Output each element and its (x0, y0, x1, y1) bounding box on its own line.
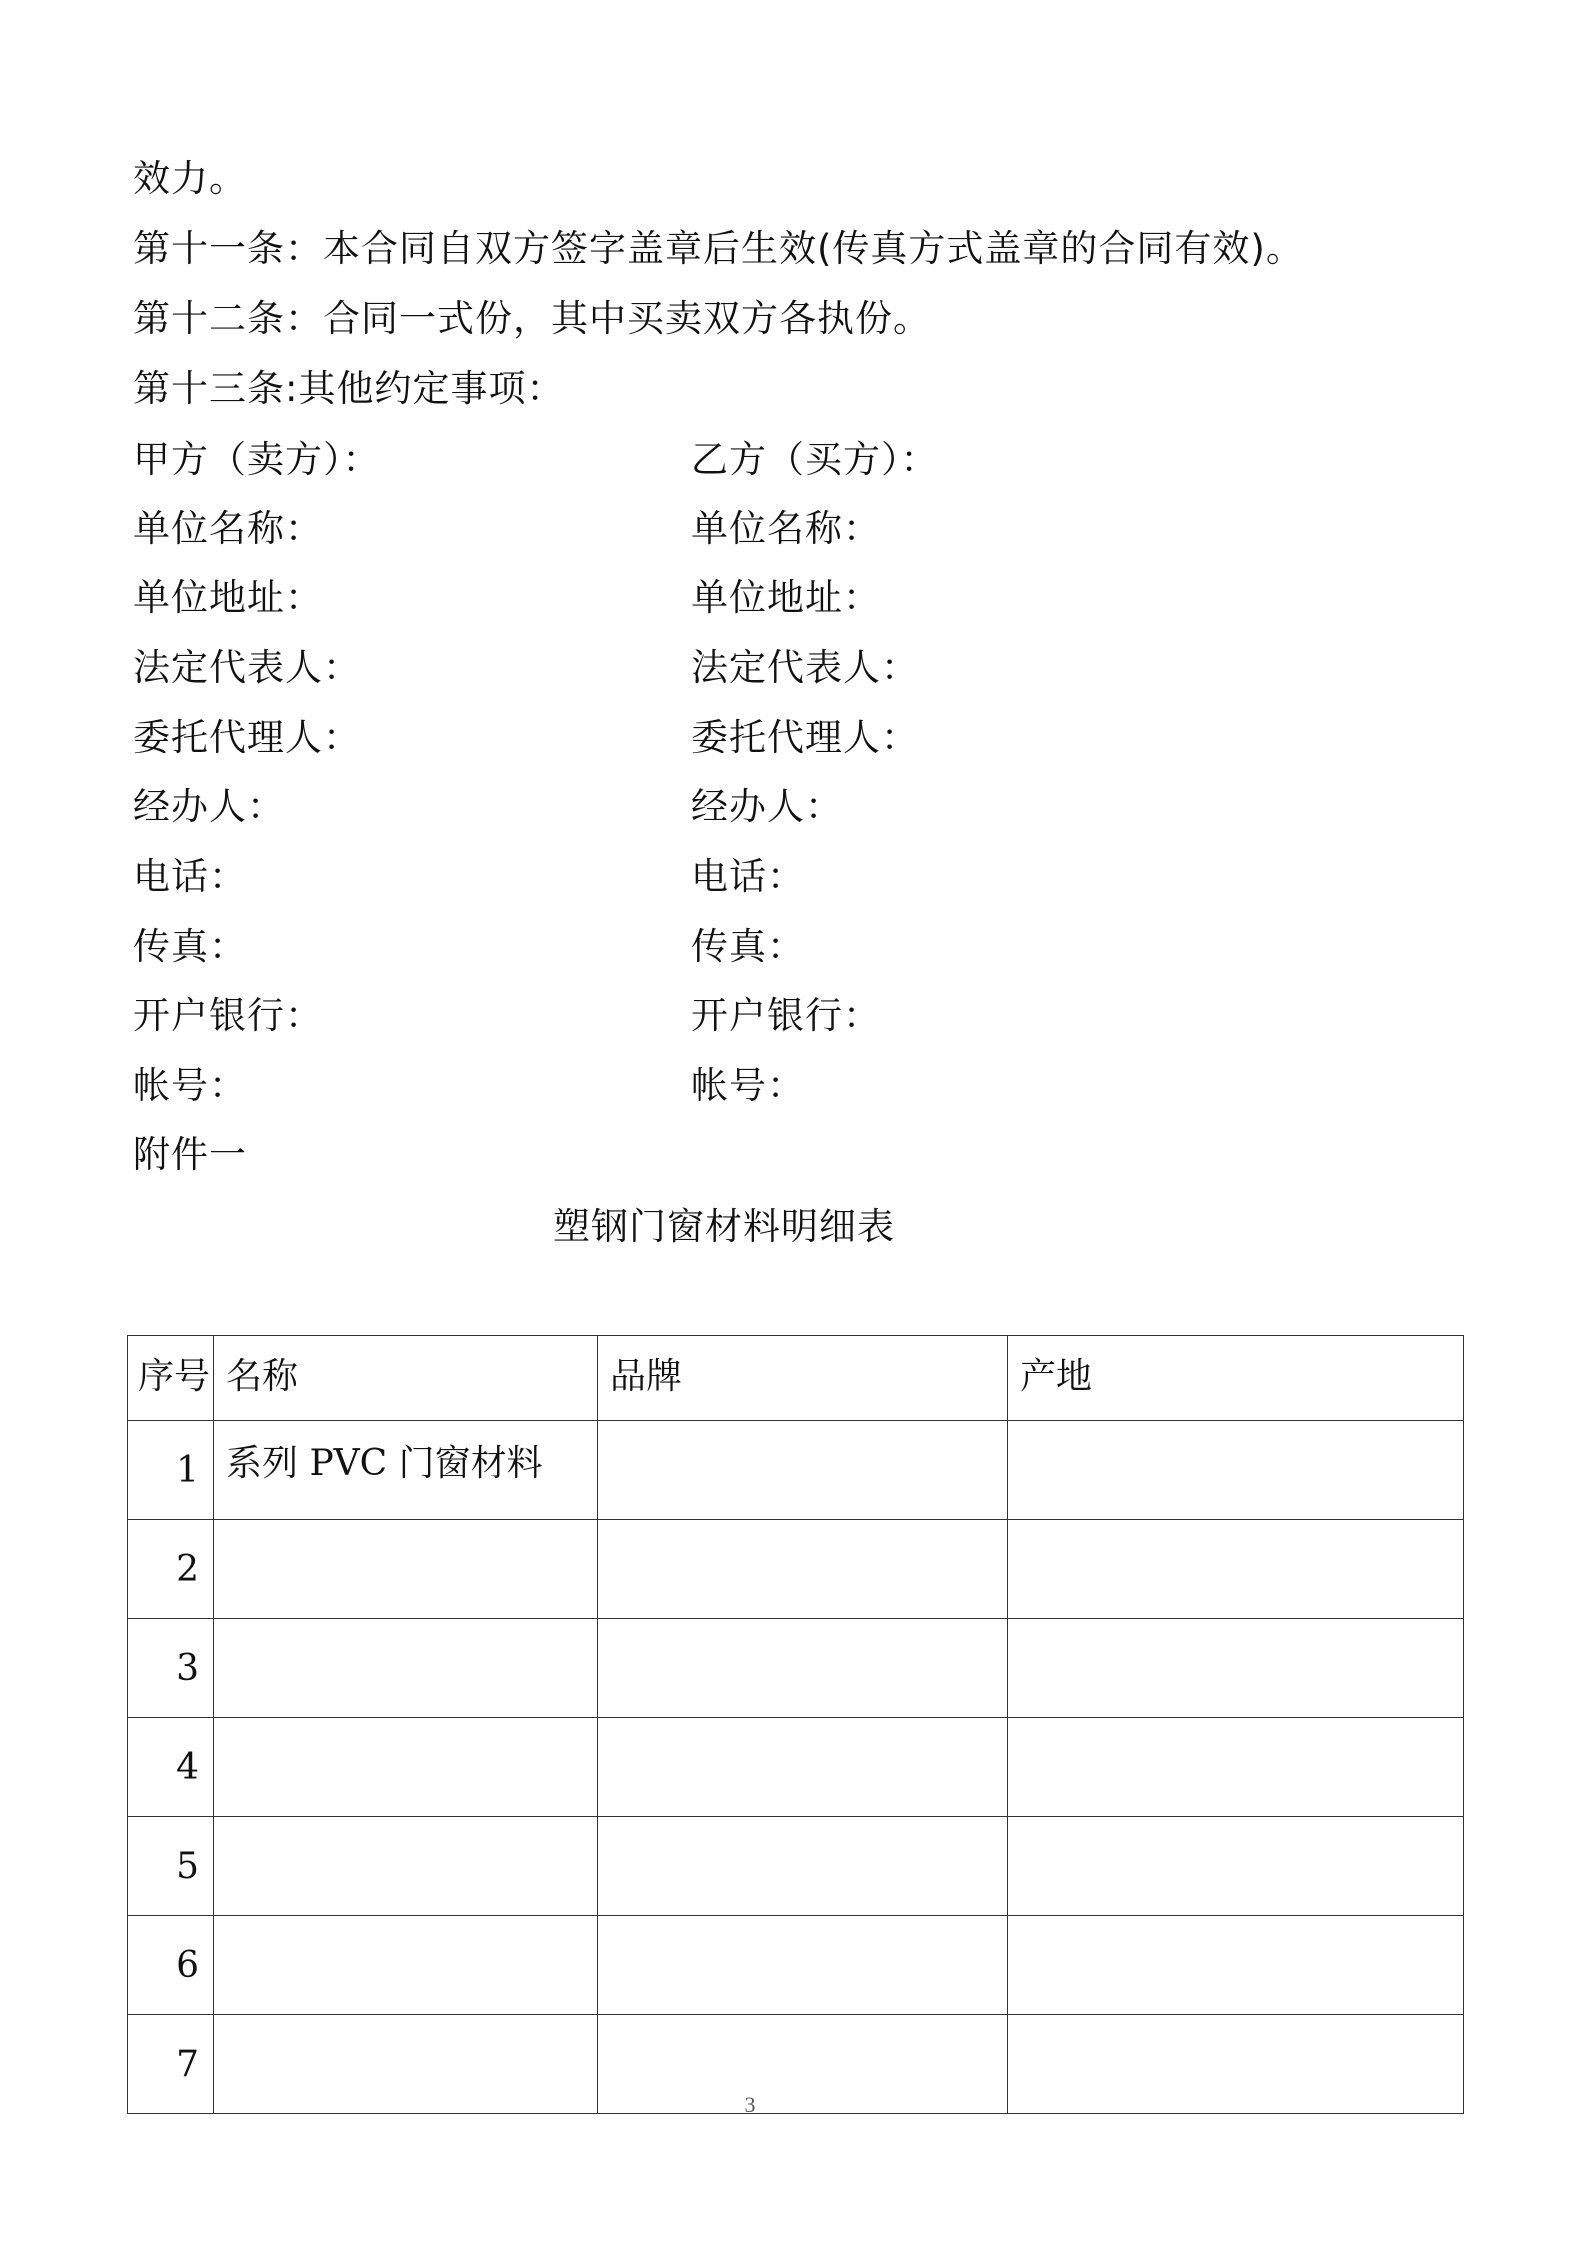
clause-continuation: 效力。 (133, 157, 247, 200)
seller-heading: 甲方（卖方）： (133, 438, 381, 481)
buyer-authorized-agent: 委托代理人： (691, 716, 919, 759)
header-brand: 品牌 (598, 1336, 1008, 1421)
cell-name (214, 1520, 598, 1619)
party-field-row (133, 785, 1433, 829)
buyer-bank: 开户银行： (691, 994, 881, 1037)
seller-fax: 传真： (133, 925, 247, 968)
cell-serial-no: 1 (128, 1421, 214, 1520)
buyer-account: 帐号： (691, 1064, 805, 1107)
cell-brand (598, 1817, 1008, 1916)
cell-origin (1008, 1421, 1464, 1520)
cell-name (214, 1916, 598, 2015)
clause-12: 第十二条：合同一式份，其中买卖双方各执份。 (133, 297, 931, 340)
buyer-handler: 经办人： (691, 785, 843, 828)
party-field-row (133, 855, 1433, 899)
party-field-row (133, 507, 1433, 551)
table-row (128, 1421, 1464, 1520)
cell-origin (1008, 1817, 1464, 1916)
header-serial-no: 序号 (128, 1336, 214, 1421)
header-origin: 产地 (1008, 1336, 1464, 1421)
table-row (128, 1718, 1464, 1817)
cell-origin (1008, 1916, 1464, 2015)
seller-legal-representative: 法定代表人： (133, 646, 361, 689)
clause-11: 第十一条：本合同自双方签字盖章后生效(传真方式盖章的合同有效)。 (133, 227, 1304, 270)
party-field-row (133, 925, 1433, 969)
table-row (128, 1619, 1464, 1718)
party-field-row (133, 576, 1433, 620)
seller-handler: 经办人： (133, 785, 285, 828)
cell-origin (1008, 1718, 1464, 1817)
seller-account: 帐号： (133, 1064, 247, 1107)
cell-serial-no: 4 (128, 1718, 214, 1817)
buyer-fax: 传真： (691, 925, 805, 968)
buyer-unit-name: 单位名称： (691, 507, 881, 550)
seller-bank: 开户银行： (133, 994, 323, 1037)
party-headings-row (133, 438, 1433, 482)
table-title: 塑钢门窗材料明细表 (553, 1205, 895, 1248)
cell-brand (598, 1718, 1008, 1817)
cell-origin (1008, 1619, 1464, 1718)
header-name: 名称 (214, 1336, 598, 1421)
cell-serial-no: 5 (128, 1817, 214, 1916)
cell-serial-no: 6 (128, 1916, 214, 2015)
party-field-row (133, 646, 1433, 690)
cell-name (214, 1619, 598, 1718)
seller-phone: 电话： (133, 855, 247, 898)
table-row (128, 1916, 1464, 2015)
buyer-unit-address: 单位地址： (691, 576, 881, 619)
cell-name: 系列 PVC 门窗材料 (214, 1421, 598, 1520)
cell-serial-no: 2 (128, 1520, 214, 1619)
seller-authorized-agent: 委托代理人： (133, 716, 361, 759)
cell-serial-no: 3 (128, 1619, 214, 1718)
party-field-row (133, 716, 1433, 760)
cell-brand (598, 1520, 1008, 1619)
table-row (128, 1817, 1464, 1916)
page-number: 3 (744, 2092, 756, 2117)
party-field-row (133, 994, 1433, 1038)
buyer-legal-representative: 法定代表人： (691, 646, 919, 689)
table-row (128, 1520, 1464, 1619)
party-field-row (133, 1064, 1433, 1108)
cell-origin (1008, 1520, 1464, 1619)
seller-unit-name: 单位名称： (133, 507, 323, 550)
cell-serial-no: 7 (128, 2015, 214, 2114)
table-header-row (128, 1336, 1464, 1421)
materials-table (127, 1335, 1464, 2114)
attachment-label: 附件一 (133, 1133, 247, 1176)
cell-brand (598, 1916, 1008, 2015)
buyer-heading: 乙方（买方）： (691, 438, 939, 481)
seller-unit-address: 单位地址： (133, 576, 323, 619)
cell-brand (598, 1421, 1008, 1520)
clause-13: 第十三条:其他约定事项： (133, 367, 565, 410)
cell-brand (598, 1619, 1008, 1718)
cell-name (214, 1718, 598, 1817)
buyer-phone: 电话： (691, 855, 805, 898)
cell-name (214, 1817, 598, 1916)
